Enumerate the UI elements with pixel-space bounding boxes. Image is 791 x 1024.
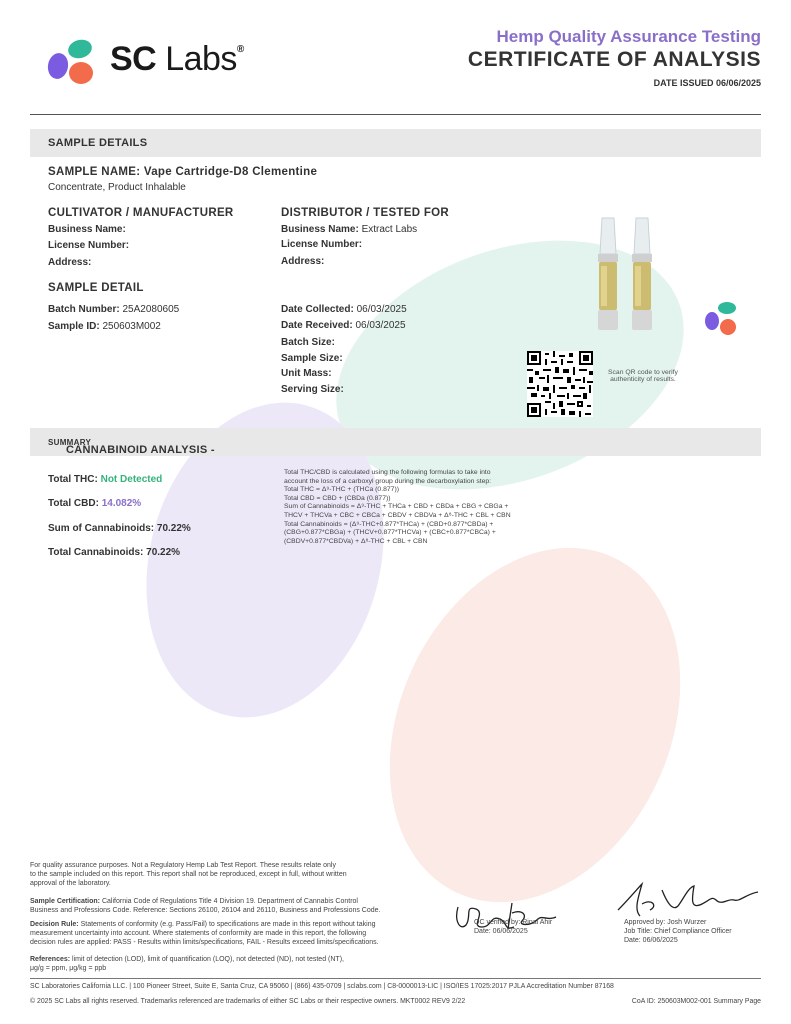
sc-labs-logo [44, 36, 264, 88]
total-thc: Total THC: Not Detected [48, 474, 163, 485]
footer-divider [30, 978, 761, 979]
total-cbd-value: 14.082% [101, 498, 142, 509]
approver-info: Approved by: Josh Wurzer Job Title: Chief Compliance Officer Date: 06/06/2025 [624, 919, 732, 944]
date-issued: DATE ISSUED 06/06/2025 [653, 78, 761, 88]
sample-detail-heading: SAMPLE DETAIL [48, 282, 144, 294]
total-thc-value: Not Detected [100, 474, 163, 485]
sample-id-value: 250603M002 [102, 321, 161, 332]
total-cbd: Total CBD: 14.082% [48, 498, 142, 509]
distributor-heading: DISTRIBUTOR / TESTED FOR [281, 207, 449, 219]
qc-verification: QC verified by: Rinal Ahir Date: 06/06/2025 [474, 919, 553, 935]
total-cannabinoids-value: 70.22% [146, 547, 181, 558]
decision-rule-note: Decision Rule: Statements of conformity (e.g. Pass/Fail) to specifications are made in this report without taking measurement uncertainty into account. Where statements of conformity are made in this report, the following decision rules are applied: PASS - Results within limits/specifications, FAIL - Results exceed limits/specifications. [30, 921, 379, 946]
distributor-license-label: License Number: [281, 239, 363, 250]
sample-size-label: Sample Size: [281, 353, 343, 364]
coa-id: CoA ID: 250603M002-001 Summary Page [631, 998, 761, 1005]
report-title: CERTIFICATE OF ANALYSIS [467, 48, 761, 71]
batch-number: Batch Number: 25A2080605 [48, 304, 180, 315]
sample-category: Concentrate, Product Inhalable [48, 182, 186, 193]
cultivator-heading: CULTIVATOR / MANUFACTURER [48, 207, 234, 219]
sample-id: Sample ID: 250603M002 [48, 321, 161, 332]
serving-size-label: Serving Size: [281, 384, 344, 395]
total-cannabinoids: Total Cannabinoids: 70.22% [48, 547, 181, 558]
quality-assurance-note: For quality assurance purposes. Not a Regulatory Hemp Lab Test Report. These results relate only to the sample included on this report. This report shall not be reproduced, except in full, without written approval of the laboratory. [30, 862, 347, 887]
cultivator-address-label: Address: [48, 257, 92, 268]
sample-details-title: SAMPLE DETAILS [48, 137, 148, 149]
batch-size-label: Batch Size: [281, 337, 335, 348]
report-subtitle: Hemp Quality Assurance Testing [496, 27, 761, 46]
qr-code-icon[interactable] [527, 351, 593, 417]
cannabinoid-section-title: CANNABINOID ANALYSIS - SUMMARY [48, 438, 215, 456]
date-received: Date Received: 06/03/2025 [281, 320, 406, 331]
copyright-line: © 2025 SC Labs all rights reserved. Trademarks referenced are trademarks of either SC Labs or their respective owners. MKT0002 REV9 2/22 [30, 998, 466, 1005]
cultivator-business-label: Business Name: [48, 224, 126, 235]
references-note: References: limit of detection (LOD), limit of quantification (LOQ), not detected (ND), not tested (NT), μg/g = ppm, μg/kg = ppb [30, 956, 344, 972]
calculation-formulas: Total THC/CBD is calculated using the following formulas to take into account the loss of a carboxyl group during the decarboxylation step: Total THC = Δ⁹-THC + (THCa (0.877)) Total CBD = CBD + (CBDa (0.877)) Sum of Cannabinoids = Δ⁹-THC + THCa + CBD + CBDa + CBG + CBGa + THCV + THCVa + CBC + CBCa + CBDV + CBDVa + Δ⁸-THC + CBL + CBN Total Cannabinoids = (Δ⁹-THC+0.877*THCa) + (CBD+0.877*CBDa) + (CBG+0.877*CBGa) + (THCV+0.877*THCVa) + (CBC+0.877*CBCa) + (CBDV+0.877*CBDVa) + Δ⁸-THC + CBL + CBN [284, 469, 511, 545]
qr-note: Scan QR code to verify authenticity of results. [608, 369, 678, 383]
date-collected: Date Collected: 06/03/2025 [281, 304, 407, 315]
distributor-business: Business Name: Extract Labs [281, 224, 418, 235]
vape-cartridge-image [592, 214, 662, 334]
lab-address-line: SC Laboratories California LLC. | 100 Pioneer Street, Suite E, Santa Cruz, CA 95060 | (866) 435-0709 | sclabs.com | C8-0000013-LIC | ISO/IES 17025:2017 PJLA Accreditation Number 87168 [30, 983, 614, 990]
batch-number-value: 25A2080605 [122, 304, 180, 315]
sc-labs-logo-icon [44, 36, 104, 88]
cultivator-license-label: License Number: [48, 240, 130, 251]
cannabinoid-section-bar [30, 428, 761, 456]
distributor-address-label: Address: [281, 256, 325, 267]
sample-name: SAMPLE NAME: Vape Cartridge-D8 Clementine [48, 166, 318, 178]
unit-mass-label: Unit Mass: [281, 368, 332, 379]
sum-of-cannabinoids-value: 70.22% [156, 523, 191, 534]
sum-of-cannabinoids: Sum of Cannabinoids: 70.22% [48, 523, 191, 534]
distributor-business-value: Extract Labs [361, 224, 418, 235]
logo-wordmark: SC Labs® [110, 40, 244, 78]
sample-details-section-bar [30, 129, 761, 157]
sc-labs-small-logo-icon [703, 300, 741, 338]
sample-certification-note: Sample Certification: California Code of Regulations Title 4 Division 19. Department of Cannabis Control Business and Professions Code. Reference: Sections 26100, 26104 and 26110, Business and Professions Code. [30, 898, 381, 914]
date-received-value: 06/03/2025 [355, 320, 406, 331]
date-collected-value: 06/03/2025 [356, 304, 407, 315]
header-divider [30, 114, 761, 115]
